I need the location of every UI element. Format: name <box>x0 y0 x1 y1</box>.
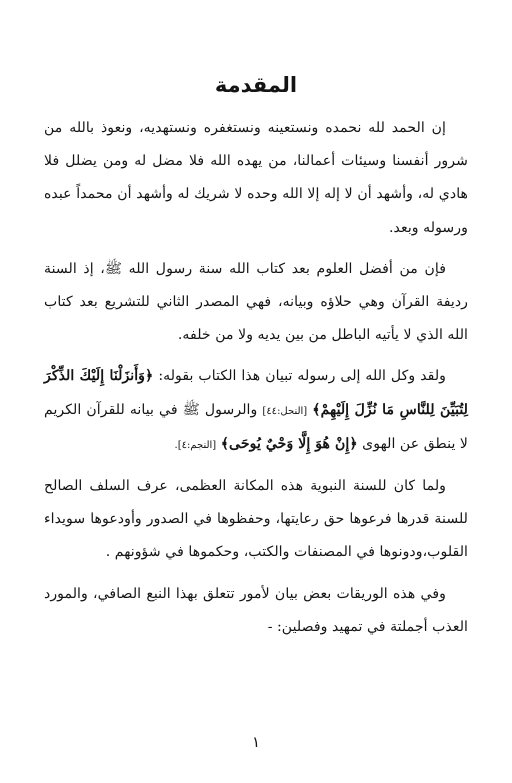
paragraph-sunnah-rank: فإن من أفضل العلوم بعد كتاب الله سنة رسول الله ﷺ، إذ السنة رديفة القرآن وهي حلاؤه وبيانه، فهي المصدر الثاني للتشريع بعد كتاب الله الذي لا يأتيه الباطل من بين يديه ولا من خلفه. <box>44 260 468 344</box>
paragraph-outline: وفي هذه الوريقات بعض بيان لأمور تتعلق بهذا النبع الصافي، والمورد العذب أجملتة في تمهيد وفصلين: - <box>44 585 468 635</box>
quran-verse-nahl: ﴿وَأَنزَلْنَا إِلَيْكَ الذِّكْرَ لِتُبَيِّنَ لِلنَّاسِ مَا نُزِّلَ إِلَيْهِمْ﴾ <box>44 368 468 418</box>
document-body <box>44 112 468 644</box>
citation-intro-text: ولقد وكل الله إلى رسوله تبيان هذا الكتاب بقوله: <box>158 368 446 385</box>
verse-reference-najm: [النجم:٤]. <box>174 439 217 451</box>
paragraph-quran-citation <box>44 360 468 462</box>
quran-verse-najm: ﴿إِنْ هُوَ إِلَّا وَحْيٌ يُوحَى﴾ <box>220 435 358 452</box>
citation-middle-text: والرسول ﷺ في بيانه للقرآن الكريم لا ينطق عن الهوى <box>44 401 468 452</box>
page-number: ١ <box>251 733 261 751</box>
verse-reference-nahl: [النحل:٤٤] <box>262 405 308 417</box>
paragraph-salaf: ولما كان للسنة النبوية هذه المكانة العظمى، عرف السلف الصالح للسنة قدرها فرعوها حق رعايتها، وحفظوها في الصدور وأودعوها سويداء القلوب،ودونوها في المصنفات والكتب، وحكموها في شؤونهم . <box>44 478 468 561</box>
page-title: المقدمة <box>214 73 298 97</box>
paragraph-intro: إن الحمد لله نحمده ونستعينه ونستغفره ونستهديه، ونعوذ بالله من شرور أنفسنا وسيئات أعمالنا، من يهده الله فلا مضل له ومن يضلل فلا هادي له، وأشهد أن لا إله إلا الله وحده لا شريك له وأشهد أن محمداً عبده ورسوله وبعد. <box>44 120 468 236</box>
